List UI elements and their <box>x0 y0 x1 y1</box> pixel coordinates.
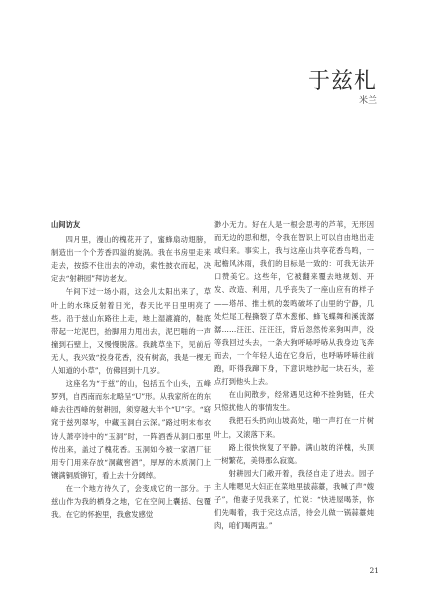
left-column <box>51 218 211 521</box>
paragraph: 午间下过一场小雨，这会儿太阳出来了，草叶上的水珠反射着日光，春天比平日里明亮了些。沿于兹山东路往上走，地上湿漉漉的，鞋底带起一坨泥巴，抬脚用力甩出去，泥巴啪的一声撞到石壁上，又慢慢脱落。我跳草坐下，见前后无人，我兴致“投身花香，没有树高，我是一棵无人知道的小草”，仿佛回到十几岁。 <box>51 287 211 376</box>
right-column <box>214 218 374 532</box>
section-heading: 山间访友 <box>51 220 81 229</box>
paragraph-continued: 渺小无力。好在人是一根会思考的芦苇，无形因而无边的思和想，令我在智识上可以自由地出走或归来。事实上，我与这座山共享花香鸟鸣，一起檐风沐雨，我们的目标是一致的：可我无法开口赞美它。这些年，它被翻来覆去地规划、开发、改造、利用，几乎丧失了一座山应有的样子——塔吊、推土机的轰鸣破坏了山里的宁静，几处烂尾工程撕裂了草木葱郁、蜂飞蝶舞和溪流潺潺……汪汪、汪汪汪，背后忽然传来狗叫声，没等我回过头去，一条大狗呼哧呼哧从我身边飞奔而去，一个年轻人追在它身后，也呼哧呼哧往前跑，吓得我蹿下身，下意识地抄起一块石头，差点打到他头上去。 <box>214 220 374 387</box>
paragraph: 我把石头扔向山坡高处，啪一声打在一片树叶上，又滚落下来。 <box>214 416 374 439</box>
paragraph: 在山间散步，经常遇见这种不拴狗链，任犬只惊扰他人的事情发生。 <box>214 390 374 413</box>
paragraph: 路上很快恢复了平静。满山坡的洋槐，头顶一树繁花，美得那么寂寞。 <box>214 442 374 465</box>
paragraph: 在一个地方待久了，会变成它的一部分。于兹山作为我的栖身之地，它在空间上囊括、包覆我。在它的怀抱里，我愈发感觉 <box>51 483 211 520</box>
article-author: 米兰 <box>358 96 377 106</box>
article-title: 于兹札 <box>307 69 377 94</box>
paragraph: 四月里，漫山的槐花开了，蜜蜂扇动翅膀，制造出一个个芳香四溢的旋涡。我在书房里走来走去，按捺不住出去的冲动，索性披衣而起，决定去“射耕园”拜访老友。 <box>51 235 211 284</box>
page-number: 21 <box>369 566 379 575</box>
paragraph: 射耕园大门敞开着，我径自走了进去。园子主人唯嗯见大妇正在菜地里拔蒜薹，我喊了声“嫂子”，他妻子见我来了，忙说：“快进屋喝茶，你们先喝着，我于完这点活，待会儿做一锅蒜薹炖肉，咱们喝两盅。” <box>214 468 374 531</box>
paragraph: 这座名为“于兹”的山，包括五个山头，五峰罗列，自西南而东北略呈“U”形。从我家所在的东峰去往西峰的射耕园，须穿越大半个“U”字。“窈窕于兹列翠岑，中藏玉洞白云深。”路过明末布衣诗人萧亭诗中的“玉洞”时，一阵酒香从洞口那里传出来，盖过了槐花香。玉洞如今被一家酒厂征用专门用来存放“洞藏窖酒”，厚厚的木质洞门上镶满铜质铆钉，看上去十分阔绰。 <box>51 379 211 480</box>
